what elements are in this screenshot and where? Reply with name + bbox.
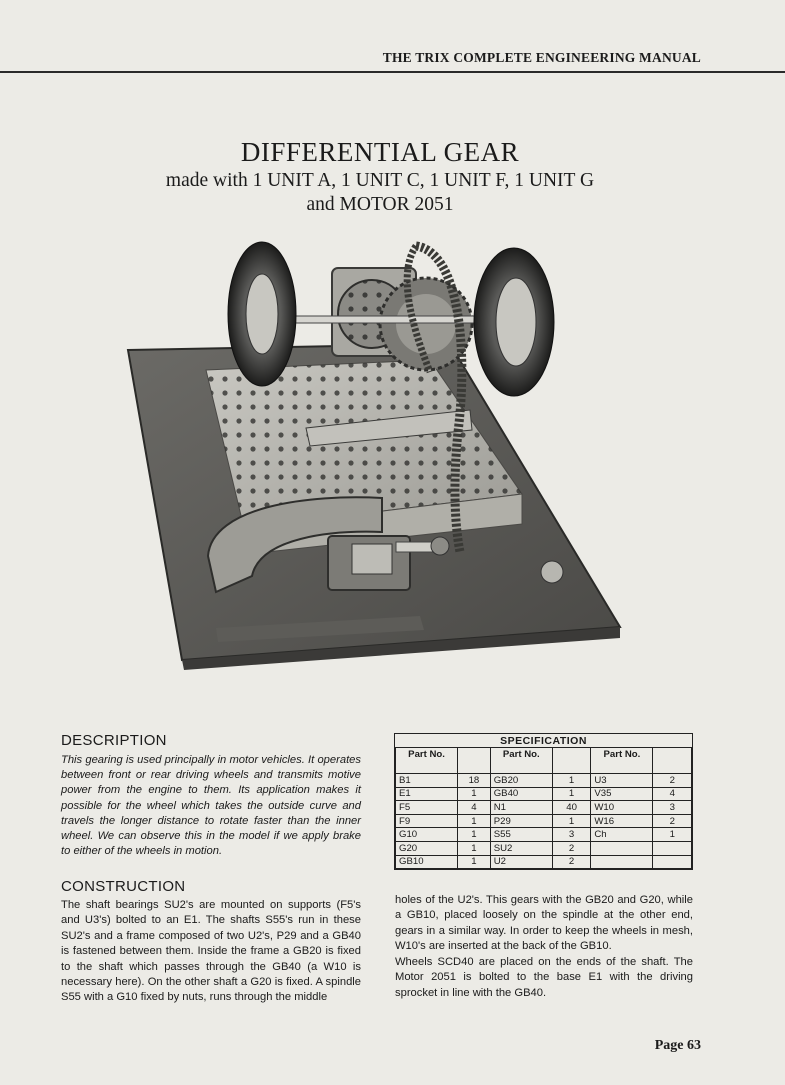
qty-header xyxy=(653,748,692,774)
spec-row xyxy=(396,828,692,842)
spec-part-cell: V35 xyxy=(591,787,653,801)
spec-qty-cell xyxy=(653,855,692,869)
spec-qty-cell: 1 xyxy=(552,787,590,801)
spec-row xyxy=(396,801,692,815)
spec-qty-cell: 2 xyxy=(653,814,692,828)
spec-qty-cell: 3 xyxy=(653,801,692,815)
spec-part-cell: GB20 xyxy=(490,774,552,788)
spec-part-cell: SU2 xyxy=(490,841,552,855)
spec-part-cell xyxy=(591,841,653,855)
spec-part-cell: GB10 xyxy=(396,855,458,869)
spec-part-cell xyxy=(591,855,653,869)
spec-part-cell: F9 xyxy=(396,814,458,828)
spec-row xyxy=(396,774,692,788)
part-no-header: Part No. xyxy=(396,748,458,774)
spec-qty-cell: 3 xyxy=(552,828,590,842)
spec-part-cell: G20 xyxy=(396,841,458,855)
spec-qty-cell: 2 xyxy=(552,841,590,855)
spec-part-cell: W16 xyxy=(591,814,653,828)
spec-qty-cell: 1 xyxy=(458,841,491,855)
spec-part-cell: P29 xyxy=(490,814,552,828)
running-header: THE TRIX COMPLETE ENGINEERING MANUAL xyxy=(382,50,701,65)
spec-qty-cell: 4 xyxy=(653,787,692,801)
spec-part-cell: G10 xyxy=(396,828,458,842)
spec-qty-cell: 1 xyxy=(653,828,692,842)
spec-qty-cell: 18 xyxy=(458,774,491,788)
specification-title: SPECIFICATION xyxy=(396,734,692,748)
spec-qty-cell: 1 xyxy=(552,774,590,788)
spec-part-cell: B1 xyxy=(396,774,458,788)
qty-header xyxy=(458,748,491,774)
page-number: Page 63 xyxy=(654,1038,701,1053)
spec-qty-cell: 1 xyxy=(458,828,491,842)
spec-part-cell: W10 xyxy=(591,801,653,815)
differential-gear-model-photo xyxy=(120,232,632,670)
spec-part-cell: U2 xyxy=(490,855,552,869)
specification-table xyxy=(394,733,693,870)
spec-row xyxy=(396,787,692,801)
page-subtitle-line2: and MOTOR 2051 xyxy=(306,194,454,215)
spec-qty-cell xyxy=(653,841,692,855)
construction-heading: CONSTRUCTION xyxy=(61,878,186,895)
part-no-header: Part No. xyxy=(591,748,653,774)
spec-part-cell: GB40 xyxy=(490,787,552,801)
spec-part-cell: E1 xyxy=(396,787,458,801)
spec-part-cell: Ch xyxy=(591,828,653,842)
spec-row xyxy=(396,855,692,869)
spec-part-cell: F5 xyxy=(396,801,458,815)
spec-qty-cell: 2 xyxy=(653,774,692,788)
description-text: This gearing is used principally in motor vehicles. It operates between front or rear driving wheels and transmits motive power from the engine to them. Its application makes it possible for the wheel which takes the outside curve and travels the longer distance to rotate faster than the inner wheel. We can observe this in the model if we apply brake to either of the wheels in motion. xyxy=(61,754,361,858)
spec-part-cell: S55 xyxy=(490,828,552,842)
spec-row xyxy=(396,841,692,855)
spec-qty-cell: 1 xyxy=(458,787,491,801)
spec-qty-cell: 1 xyxy=(552,814,590,828)
part-no-header: Part No. xyxy=(490,748,552,774)
spec-part-cell: N1 xyxy=(490,801,552,815)
spec-part-cell: U3 xyxy=(591,774,653,788)
header-rule xyxy=(0,71,785,73)
qty-header xyxy=(552,748,590,774)
spec-qty-cell: 1 xyxy=(458,814,491,828)
description-heading: DESCRIPTION xyxy=(61,732,167,749)
construction-text-right-1: holes of the U2's. This gears with the GB20 and G20, while a GB10, placed loosely on the spindle at the other end, gears in a similar way. In order to keep the wheels in mesh, W10's are inserted at the back of the GB10. xyxy=(395,894,693,953)
page-title: DIFFERENTIAL GEAR xyxy=(240,137,520,167)
spec-qty-cell: 1 xyxy=(458,855,491,869)
page-subtitle-line1: made with 1 UNIT A, 1 UNIT C, 1 UNIT F, 1 UNIT G xyxy=(165,170,595,191)
construction-text-left: The shaft bearings SU2's are mounted on supports (F5's and U3's) bolted to an E1. The shafts S55's run in these SU2's and a frame composed of two U2's, P29 and a GB40 is fastened between them. Inside the frame a GB20 is fixed to the shaft which passes through the GB40 (a W10 is necessary here). On the other shaft a G20 is fixed. A spindle S55 with a G10 fixed by nuts, runs through the middle xyxy=(61,899,361,1004)
spec-qty-cell: 4 xyxy=(458,801,491,815)
spec-qty-cell: 40 xyxy=(552,801,590,815)
construction-text-right-2: Wheels SCD40 are placed on the ends of the shaft. The Motor 2051 is bolted to the base E1 with the driving sprocket in line with the GB40. xyxy=(395,956,693,999)
spec-row xyxy=(396,814,692,828)
spec-qty-cell: 2 xyxy=(552,855,590,869)
